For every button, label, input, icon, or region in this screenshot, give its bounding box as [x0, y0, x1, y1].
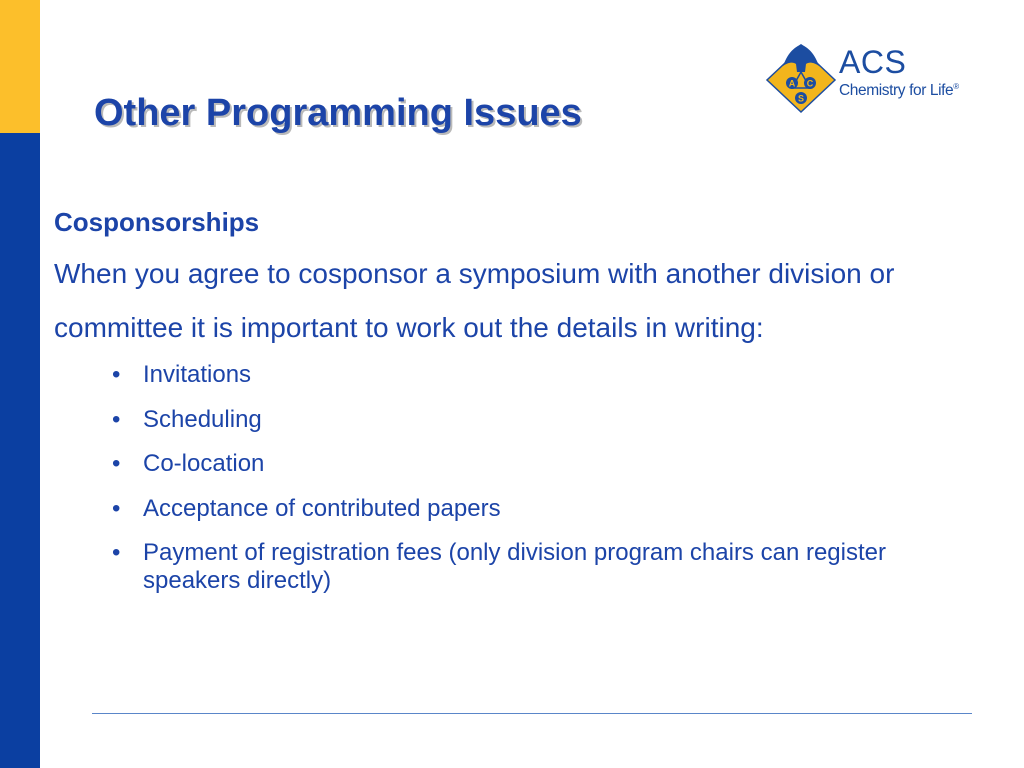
footer-divider	[92, 713, 972, 714]
side-bar-blue	[0, 133, 40, 768]
bullet-text: Scheduling	[143, 405, 262, 433]
bullet-item	[54, 450, 943, 478]
bullet-item	[54, 539, 943, 595]
intro-paragraph: When you agree to cosponsor a symposium with another division or committee it is important to work out the details in writing:	[54, 258, 895, 343]
acs-emblem-icon	[763, 42, 839, 114]
emblem-letter-a: A	[788, 78, 796, 89]
bullet-text: Invitations	[143, 361, 252, 388]
bullet-marker: •	[112, 494, 121, 522]
registered-mark: ®	[953, 82, 959, 91]
bullet-marker: •	[112, 405, 121, 433]
bullet-list	[54, 361, 984, 595]
slide-body	[54, 204, 984, 612]
logo-tagline-text: Chemistry for Life	[839, 82, 954, 100]
emblem-letter-s: S	[797, 93, 805, 104]
side-bar-gold	[0, 0, 40, 133]
slide-title: Other Programming Issues	[94, 92, 582, 134]
logo-tagline	[839, 82, 959, 100]
bullet-marker: •	[112, 539, 121, 566]
logo-wordmark: ACS	[839, 44, 907, 80]
bullet-marker: •	[112, 450, 121, 477]
bullet-item	[54, 406, 943, 434]
acs-logo	[763, 42, 978, 114]
bullet-text: Payment of registration fees (only division program chairs can register speakers directly)	[143, 539, 886, 594]
emblem-letter-c: C	[806, 78, 814, 89]
bullet-marker: •	[112, 361, 121, 388]
bullet-item	[54, 495, 943, 523]
bullet-text: Acceptance of contributed papers	[143, 494, 501, 522]
section-heading: Cosponsorships	[54, 207, 260, 237]
bullet-item	[54, 361, 943, 389]
bullet-text: Co-location	[143, 450, 265, 477]
